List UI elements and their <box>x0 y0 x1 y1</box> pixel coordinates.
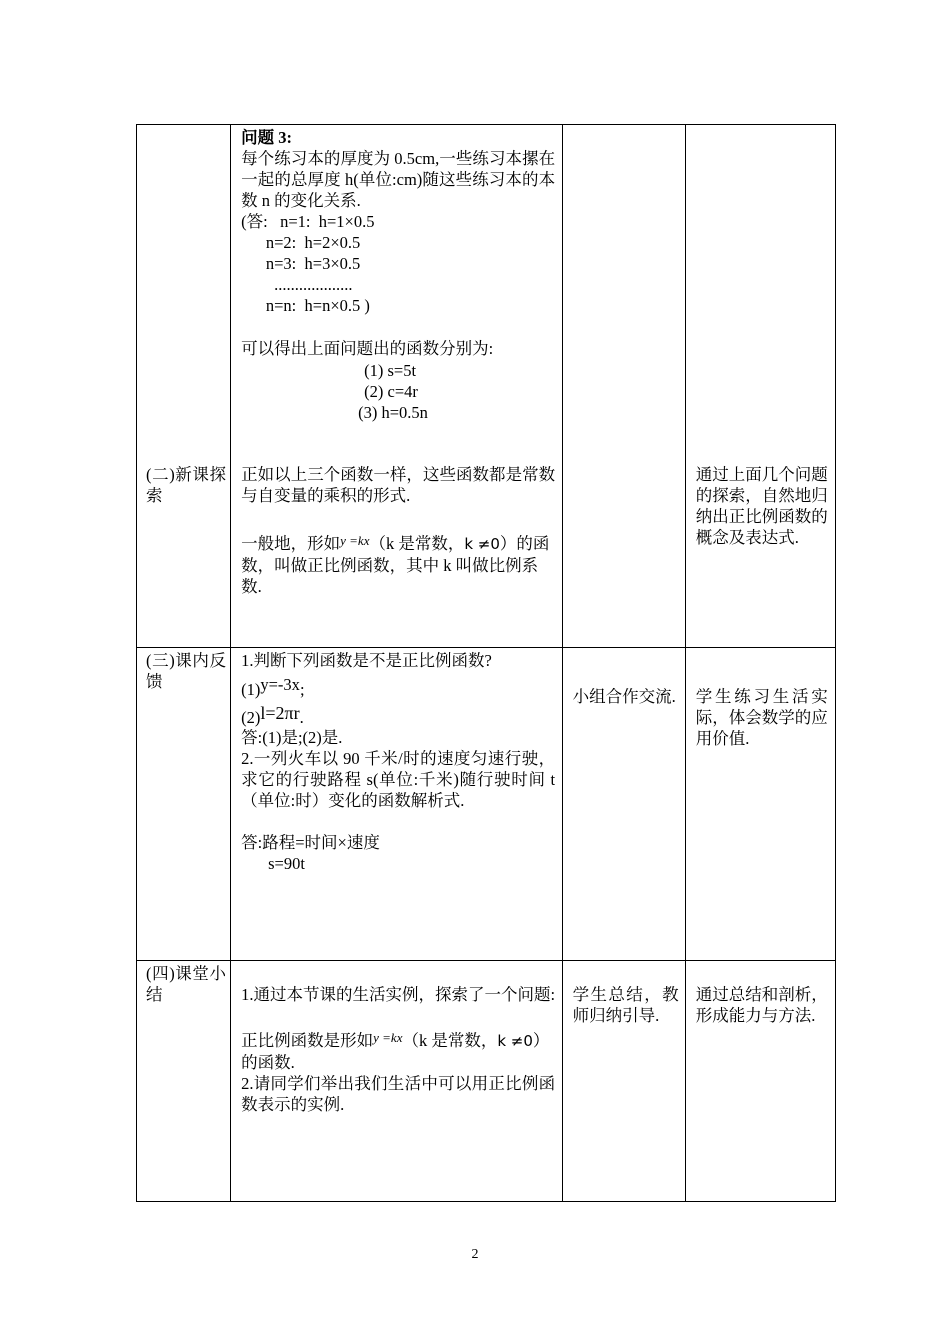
question-1-answer: 答:(1)是;(2)是. <box>241 728 343 747</box>
problem-title: 问题 3: <box>241 128 292 147</box>
design-intent-text: 通过上面几个问题的探索，自然地归纳出正比例函数的概念及表达式. <box>695 465 828 547</box>
content-cell <box>231 648 562 961</box>
summary-intro: 可以得出上面问题出的函数分别为: <box>241 339 494 358</box>
formula-y-kx: y =kx <box>340 533 370 548</box>
condition-k-nonzero: k ≠0 <box>464 535 500 553</box>
condition-k-nonzero: k ≠0 <box>497 1032 533 1050</box>
activity-cell <box>562 125 685 648</box>
answer-line: n=3: h=3×0.5 <box>241 254 361 273</box>
function-3: (3) h=0.5n <box>358 403 428 422</box>
function-2: (2) c=4r <box>364 382 418 401</box>
stage-cell <box>137 648 231 961</box>
summary-point-2: 2.请同学们举出我们生活中可以用正比例函数表示的实例. <box>241 1074 556 1114</box>
stage-cell <box>137 961 231 1202</box>
intent-cell <box>685 125 835 648</box>
stage-label: (二)新课探索 <box>146 465 226 505</box>
answer-block <box>241 211 374 316</box>
answer-line: (答: n=1: h=1×0.5 <box>241 212 375 231</box>
design-intent-text: 通过总结和剖析，形成能力与方法. <box>695 985 828 1025</box>
formula-y-kx: y =kx <box>373 1030 403 1045</box>
answer-line: n=2: h=2×0.5 <box>241 233 361 252</box>
activity-cell <box>562 961 685 1202</box>
table-row <box>137 125 836 648</box>
question-1b: (2)l=2πr. <box>241 703 304 727</box>
definition-text: 一般地，形如$^{y =kx}$（k 是常数，k ≠0）的函数，叫做正比例函数，其中 k 叫做比例系数. <box>241 533 550 596</box>
activity-cell <box>562 648 685 961</box>
intent-cell <box>685 961 835 1202</box>
summary-point-1: 1.通过本节课的生活实例，探索了一个问题: <box>241 985 556 1004</box>
summary-definition: 正比例函数是形如$^{y =kx}$（k 是常数，k ≠0）的函数. <box>241 1030 550 1072</box>
stage-label: (三)课内反馈 <box>146 651 226 691</box>
answer-line: ................... <box>241 275 353 294</box>
table-row <box>137 961 836 1202</box>
observation-text: 正如以上三个函数一样，这些函数都是常数与自变量的乘积的形式. <box>241 465 556 505</box>
content-cell <box>231 125 562 648</box>
design-intent-text: 学生练习生活实际，体会数学的应用价值. <box>695 687 828 748</box>
table-row <box>137 648 836 961</box>
question-2-answer: 答:路程=时间×速度 <box>241 833 380 852</box>
function-1: (1) s=5t <box>364 361 417 380</box>
stage-cell <box>137 125 231 648</box>
problem-text: 每个练习本的厚度为 0.5cm,一些练习本摞在一起的总厚度 h(单位:cm)随这些练习本的本数 n 的变化关系. <box>241 149 556 210</box>
intent-cell <box>685 648 835 961</box>
page-number: 2 <box>471 1247 479 1262</box>
question-1: 1.判断下列函数是不是正比例函数? <box>241 651 492 670</box>
student-activity-text: 小组合作交流. <box>572 687 676 706</box>
student-activity-text: 学生总结，教师归纳引导. <box>572 985 679 1025</box>
formula-y-neg3x: y=-3x <box>260 675 300 694</box>
content-cell <box>231 961 562 1202</box>
question-2: 2.一列火车以 90 千米/时的速度匀速行驶，求它的行驶路程 s(单位:千米)随行驶时间 t（单位:时）变化的函数解析式. <box>241 749 556 810</box>
question-2-formula: s=90t <box>268 854 305 873</box>
formula-l-2pir: l=2πr <box>260 703 300 723</box>
question-1a: (1)y=-3x; <box>241 675 305 699</box>
answer-line: n=n: h=n×0.5 ) <box>241 296 370 315</box>
lesson-plan-table <box>136 124 836 1202</box>
stage-label: (四)课堂小结 <box>146 964 226 1004</box>
